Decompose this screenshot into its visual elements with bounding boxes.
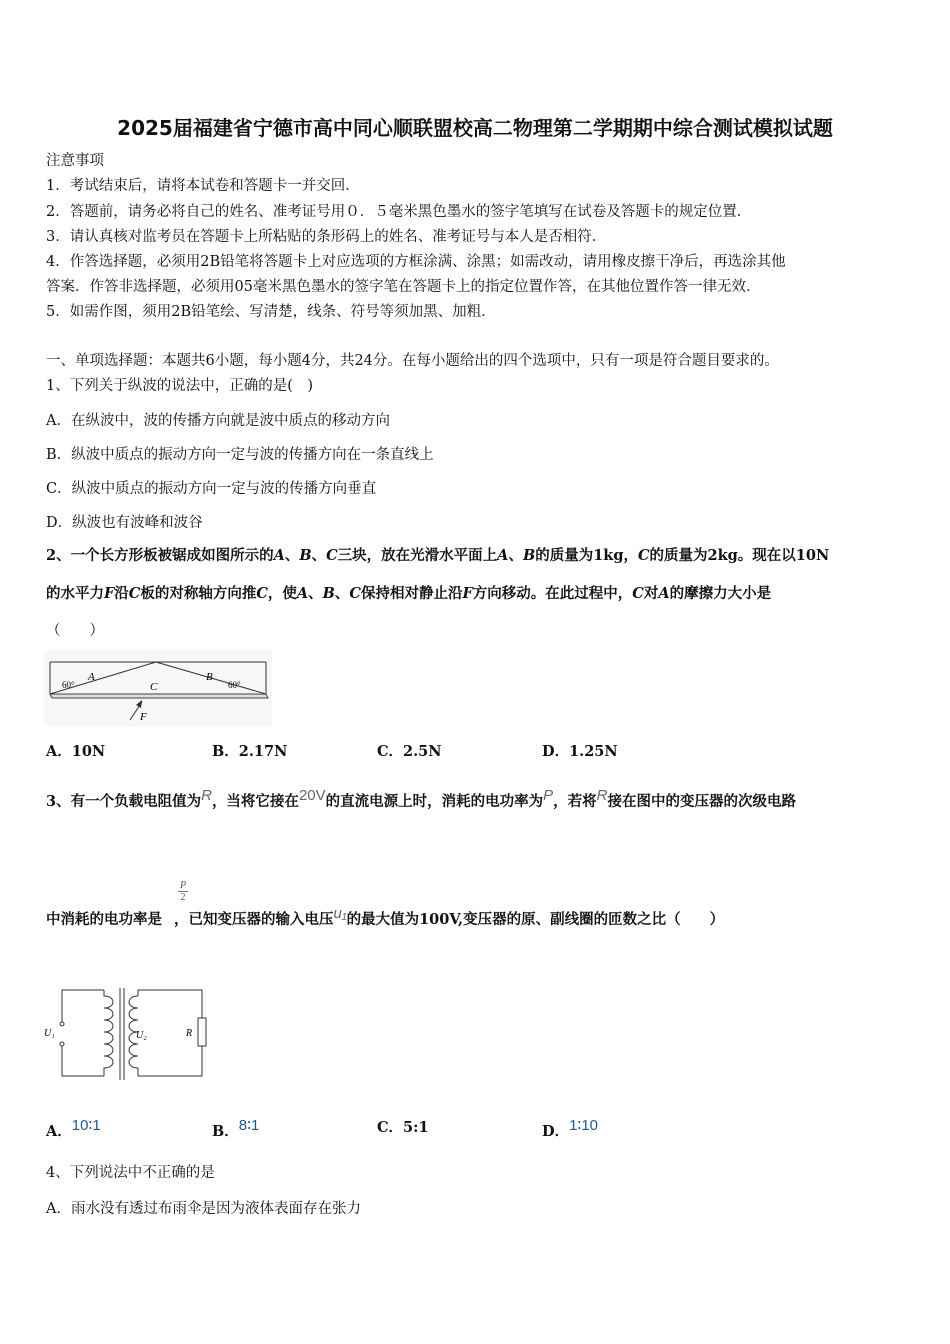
page-title: 2025届福建省宁德市高中同心顺联盟校高二物理第二学期期中综合测试模拟试题: [117, 116, 833, 140]
notice-heading: 注意事项: [46, 153, 104, 169]
question-3-line-2: 中消耗的电功率是 ，已知变压器的输入电压$^{u_1}$的最大值为100V,变压器的原、副线圈的匝数之比（ ）: [46, 905, 725, 928]
section-heading: 一、单项选择题：本题共6小题，每小题4分，共24分。在每小题给出的四个选项中，只有一项是符合题目要求的。: [46, 353, 779, 369]
notice-item: 1．考试结束后，请将本试卷和答题卡一并交回．: [46, 178, 360, 194]
question-3-option-d: D．$^{1∶10}$: [542, 1117, 599, 1140]
question-1-option-c: C．纵波中质点的振动方向一定与波的传播方向垂直: [46, 481, 377, 497]
label-r: R: [186, 1028, 193, 1039]
resistor: [198, 1018, 206, 1046]
question-4-option-a: A．雨水没有透过布雨伞是因为液体表面存在张力: [46, 1201, 361, 1217]
power-fraction: P 2: [179, 880, 187, 903]
question-2-line-2: 的水平力F沿C板的对称轴方向推C，使A、B、C保持相对静止沿F方向移动。在此过程中，C对A的摩擦力大小是: [46, 585, 772, 602]
question-3-transformer-figure: [40, 984, 212, 1082]
question-1-option-a: A．在纵波中，波的传播方向就是波中质点的移动方向: [46, 413, 390, 429]
notice-item: 4．作答选择题，必须用2B铅笔将答题卡上对应选项的方框涂满、涂黑；如需改动，请用橡皮擦干净后，再选涂其他: [46, 254, 786, 270]
question-1-stem: 1、下列关于纵波的说法中，正确的是( ): [46, 378, 314, 394]
question-2-option-a: A．10N: [46, 743, 106, 760]
question-3-option-c: C．5:1: [377, 1119, 429, 1136]
question-3-option-a: A．$^{10∶1}$: [46, 1117, 101, 1140]
question-4-stem: 4、下列说法中不正确的是: [46, 1165, 215, 1181]
primary-coil: [104, 990, 113, 1076]
label-b: B: [206, 671, 213, 683]
notice-item: 2．答题前，请务必将自己的姓名、准考证号用０．５毫米黑色墨水的签字笔填写在试卷及答题卡的规定位置．: [46, 204, 752, 220]
question-2-option-b: B．2.17N: [212, 743, 288, 760]
label-f: F: [140, 711, 147, 723]
notice-item: 5．如需作图，须用2B铅笔绘、写清楚，线条、符号等须加黑、加粗．: [46, 304, 496, 320]
label-u2: U₂: [136, 1030, 147, 1041]
notice-item: 3．请认真核对监考员在答题卡上所粘贴的条形码上的姓名、准考证号与本人是否相符．: [46, 229, 607, 245]
angle-left: 60°: [62, 680, 75, 690]
label-c: C: [150, 681, 158, 693]
question-2-line-3: （ ）: [46, 623, 104, 639]
question-2-figure: [44, 650, 272, 726]
label-u1: U₁: [44, 1028, 55, 1039]
question-1-option-b: B．纵波中质点的振动方向一定与波的传播方向在一条直线上: [46, 447, 434, 463]
label-a: A: [88, 671, 95, 683]
question-2-option-c: C．2.5N: [377, 743, 442, 760]
question-2-line-1: 2、一个长方形板被锯成如图所示的A、B、C三块，放在光滑水平面上A、B的质量为1kg，C的质量为2kg。现在以10N: [46, 547, 830, 564]
question-3-line-1: 3、有一个负载电阻值为$^R$，当将它接在$^{20V}$的直流电源上时，消耗的电功率为$^P$，若将$^R$接在图中的变压器的次级电路: [46, 787, 796, 810]
question-1-option-d: D．纵波也有波峰和波谷: [46, 515, 203, 531]
question-3-option-b: B．$^{8∶1}$: [212, 1117, 260, 1140]
angle-right: 60°: [228, 680, 241, 690]
notice-item: 答案．作答非选择题，必须用05毫米黑色墨水的签字笔在答题卡上的指定位置作答，在其他位置作答一律无效．: [46, 279, 761, 295]
question-2-option-d: D．1.25N: [542, 743, 618, 760]
